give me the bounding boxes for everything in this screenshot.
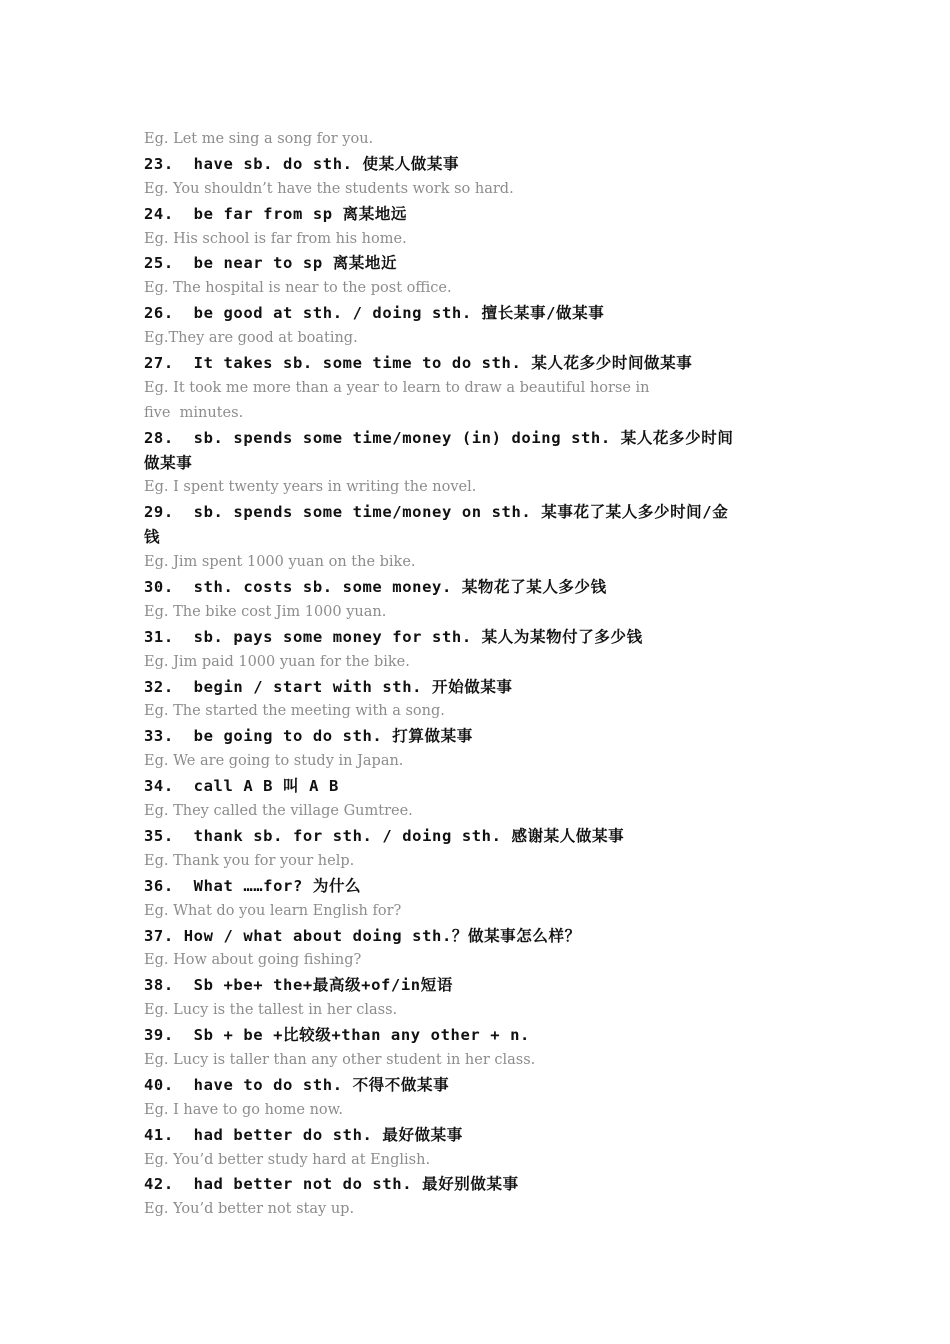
example-sentence: Eg. The started the meeting with a song. <box>144 703 445 720</box>
document-page <box>144 127 804 1222</box>
phrase-item: 39. Sb + be +比较级+than any other + n. <box>144 1026 530 1045</box>
example-sentence: Eg. Jim paid 1000 yuan for the bike. <box>144 653 410 670</box>
phrase-item: 33. be going to do sth. 打算做某事 <box>144 727 473 746</box>
phrase-item: 27. It takes sb. some time to do sth. 某人花多少时间做某事 <box>144 354 693 373</box>
example-sentence: Eg. Lucy is the tallest in her class. <box>144 1002 398 1019</box>
example-sentence: Eg.They are good at boating. <box>144 330 358 347</box>
phrase-item: 38. Sb +be+ the+最高级+of/in短语 <box>144 976 453 995</box>
phrase-item: 36. What ……for? 为什么 <box>144 876 362 895</box>
phrase-item: 25. be near to sp 离某地近 <box>144 254 398 273</box>
example-sentence: Eg. His school is far from his home. <box>144 230 407 247</box>
example-sentence: Eg. You’d better not stay up. <box>144 1201 355 1218</box>
phrase-item: 23. have sb. do sth. 使某人做某事 <box>144 154 460 173</box>
example-sentence: Eg. What do you learn English for? <box>144 902 402 919</box>
example-sentence: Eg. The bike cost Jim 1000 yuan. <box>144 603 387 620</box>
phrase-item: 41. had better do sth. 最好做某事 <box>144 1125 463 1144</box>
example-sentence: Eg. You shouldn’t have the students work so hard. <box>144 180 514 197</box>
example-sentence: Eg. Let me sing a song for you. <box>144 131 374 147</box>
example-sentence: Eg. We are going to study in Japan. <box>144 753 404 770</box>
example-sentence: Eg. Lucy is taller than any other student in her class. <box>144 1051 536 1068</box>
example-sentence: Eg. How about going fishing? <box>144 952 362 969</box>
phrase-item: 31. sb. pays some money for sth. 某人为某物付了多少钱 <box>144 627 643 646</box>
phrase-item: 30. sth. costs sb. some money. 某物花了某人多少钱 <box>144 578 607 597</box>
phrase-item-continued: 做某事 <box>144 453 193 472</box>
example-sentence: Eg. It took me more than a year to learn to draw a beautiful horse in <box>144 379 650 396</box>
phrase-item: 35. thank sb. for sth. / doing sth. 感谢某人做某事 <box>144 826 625 845</box>
phrase-item: 29. sb. spends some time/money on sth. 某事花了某人多少时间/金 <box>144 503 729 522</box>
phrase-item: 24. be far from sp 离某地远 <box>144 204 408 223</box>
example-sentence: Eg. Thank you for your help. <box>144 852 355 869</box>
phrase-item: 42. had better not do sth. 最好别做某事 <box>144 1175 519 1194</box>
phrase-item: 28. sb. spends some time/money (in) doing sth. 某人花多少时间 <box>144 428 734 447</box>
phrase-item: 26. be good at sth. / doing sth. 擅长某事/做某事 <box>144 304 605 323</box>
phrase-item: 32. begin / start with sth. 开始做某事 <box>144 677 513 696</box>
example-sentence: Eg. I have to go home now. <box>144 1101 343 1118</box>
phrase-item: 34. call A B 叫 A B <box>144 777 339 796</box>
example-sentence: Eg. I spent twenty years in writing the novel. <box>144 479 477 496</box>
example-sentence: Eg. Jim spent 1000 yuan on the bike. <box>144 554 416 571</box>
example-sentence: Eg. They called the village Gumtree. <box>144 803 413 820</box>
phrase-item-continued: 钱 <box>144 528 161 547</box>
example-sentence: Eg. The hospital is near to the post office. <box>144 280 452 297</box>
phrase-item: 40. have to do sth. 不得不做某事 <box>144 1075 450 1094</box>
phrase-item: 37. How / what about doing sth.？做某事怎么样？ <box>144 926 581 945</box>
example-sentence-continued: five minutes. <box>144 404 244 421</box>
example-sentence: Eg. You’d better study hard at English. <box>144 1151 431 1168</box>
